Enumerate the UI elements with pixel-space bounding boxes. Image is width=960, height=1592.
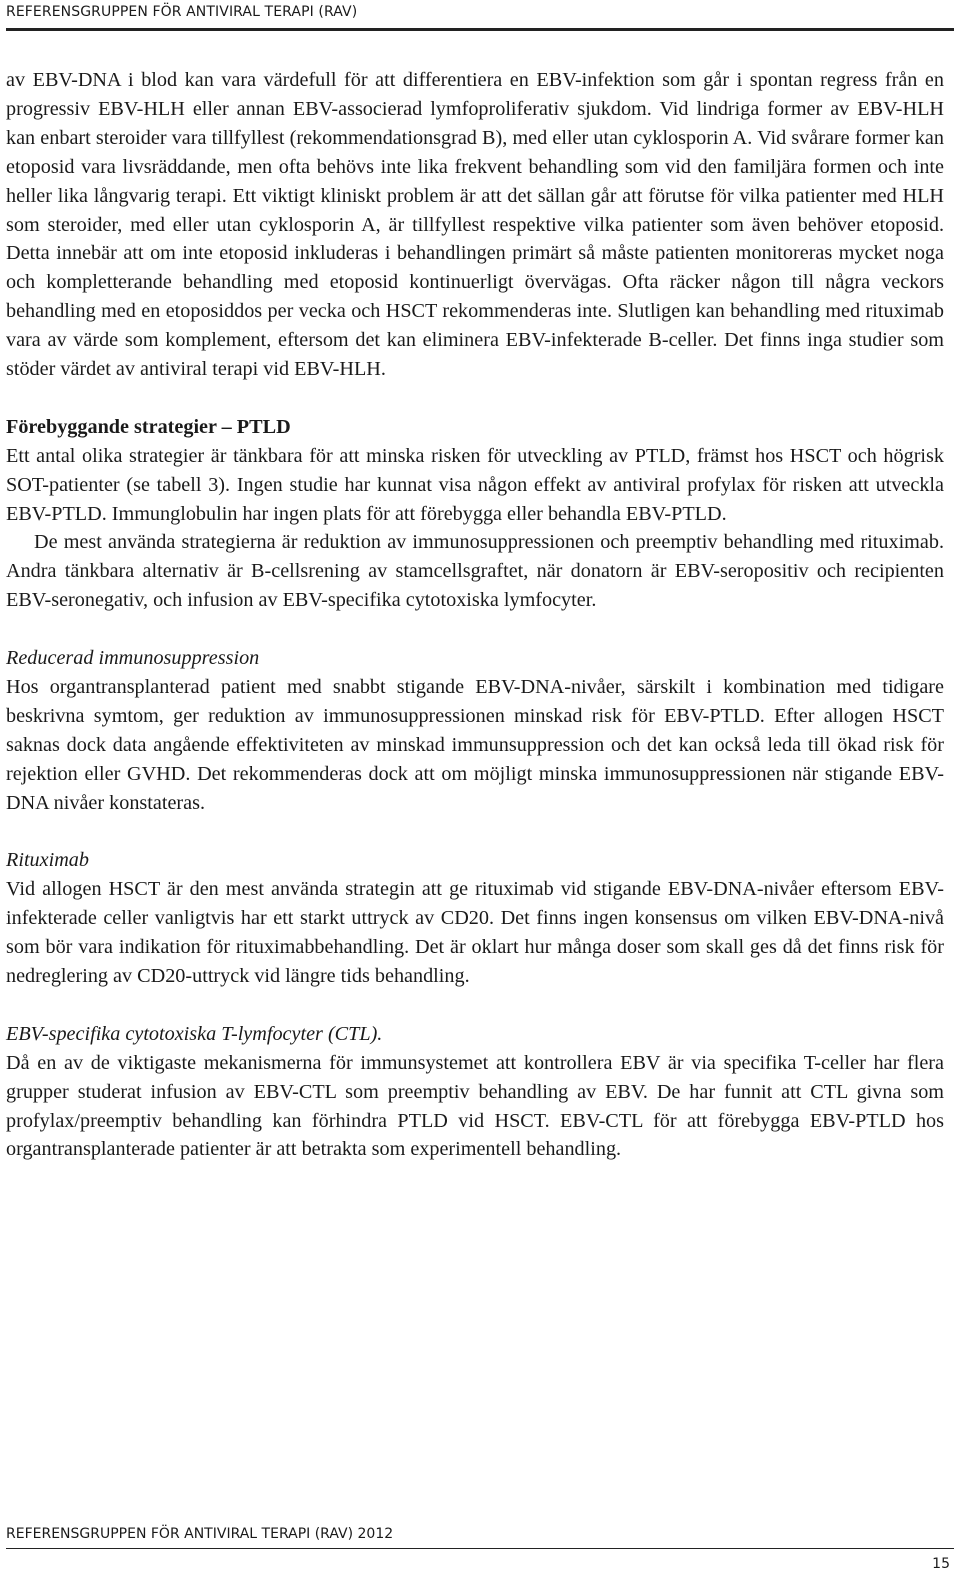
ptld-paragraph-2: De mest använda strategierna är reduktion av immunosuppressionen och preemptiv behandling med rituximab. Andra tänkbara alternativ är B-cellsrening av stamcellsgraftet, när donatorn är EBV-seropositiv och recipienten EBV-seronegativ, och infusion av EBV-specifika cytotoxiska lymfocyter. <box>6 531 944 612</box>
footer-rule <box>6 1548 954 1549</box>
spacer <box>6 615 944 644</box>
section-rituximab <box>6 846 944 991</box>
document-body <box>6 66 944 1164</box>
section-heading-ctl: EBV-specifika cytotoxiska T-lymfocyter (CTL). <box>6 1022 383 1045</box>
immunosuppression-paragraph: Hos organtransplanterad patient med snabbt stigande EBV-DNA-nivåer, särskilt i kombination med tidigare beskrivna symtom, ger reduktion av immunosuppressionen minskad risk för EBV-PTLD. Efter allogen HSCT saknas dock data angående effektiviteten av minskad immunsuppression och det kan också leda till ökad risk för rejektion eller GVHD. Det rekommenderas dock att om möjligt minska immunosuppressionen när stigande EBV-DNA nivåer konstateras. <box>6 676 944 814</box>
header-title: REFERENSGRUPPEN FÖR ANTIVIRAL TERAPI (RAV) <box>6 4 358 20</box>
page-header <box>6 0 954 26</box>
ctl-paragraph: Då en av de viktigaste mekanismerna för immunsystemet att kontrollera EBV är via specifika T-celler har flera grupper studerat infusion av EBV-CTL som preemptiv behandling av EBV. De har funnit att CTL givna som profylax/preemptiv behandling kan förhindra PTLD vid HSCT. EBV-CTL för att förebygga EBV-PTLD hos organtransplanterade patienter är att betrakta som experimentell behandling. <box>6 1051 944 1161</box>
spacer <box>6 384 944 413</box>
section-heading-rituximab: Rituximab <box>6 849 89 872</box>
spacer <box>6 818 944 847</box>
rituximab-paragraph: Vid allogen HSCT är den mest använda strategin att ge rituximab vid stigande EBV-DNA-nivåer eftersom EBV-infekterade celler vanligtvis har ett starkt uttryck av CD20. Det finns ingen konsensus om vilken EBV-DNA-nivå som bör vara indikation för rituximabbehandling. Det är oklart hur många doser som skall ges då det finns risk för nedreglering av CD20-uttryck vid längre tids behandling. <box>6 878 944 988</box>
section-heading-ptld: Förebyggande strategier – PTLD <box>6 415 291 438</box>
section-ptld-prevention <box>6 413 944 615</box>
ptld-paragraph-1: Ett antal olika strategier är tänkbara för att minska risken för utveckling av PTLD, främst hos HSCT och högrisk SOT-patienter (se tabell 3). Ingen studie har kunnat visa någon effekt av antiviral profylax för risken att utveckla EBV-PTLD. Immunglobulin har ingen plats för att förebygga eller behandla EBV-PTLD. <box>6 444 944 525</box>
header-rule <box>6 28 954 31</box>
section-ebv-ctl <box>6 1020 944 1165</box>
intro-paragraph: av EBV-DNA i blod kan vara värdefull för att differentiera en EBV-infektion som går i spontan regress från en progressiv EBV-HLH eller annan EBV-associerad lymfoproliferativ sjukdom. Vid lindriga former av EBV-HLH kan enbart steroider vara tillfyllest (rekommendationsgrad B), med eller utan cyklosporin A. Vid svårare former kan etoposid vara livsräddande, men ofta behövs inte lika frekvent behandling som vid den familjära formen och inte heller lika långvarig terapi. Ett viktigt kliniskt problem är att det sällan går att förutse för vilka patienter med HLH som steroider, med eller utan cyklosporin A, är tillfyllest respektive vilka patienter som även behöver etoposid. Detta innebär att om inte etoposid inkluderas i behandlingen primärt så måste patienten monitoreras mycket noga och kompletterande behandling med etoposid kontinuerligt övervägas. Ofta räcker någon till några veckors behandling med en etoposiddos per vecka och HSCT rekommenderas inte. Slutligen kan behandling med rituximab vara av värde som komplement, eftersom det kan eliminera EBV-infekterade B-celler. Det finns inga studier som stöder värdet av antiviral terapi vid EBV-HLH. <box>6 69 944 381</box>
spacer <box>6 991 944 1020</box>
section-heading-immunosuppression: Reducerad immunosuppression <box>6 647 260 670</box>
section-reduced-immunosuppression <box>6 644 944 817</box>
page-number: 15 <box>932 1556 950 1572</box>
footer-text: REFERENSGRUPPEN FÖR ANTIVIRAL TERAPI (RAV) 2012 <box>6 1526 394 1542</box>
